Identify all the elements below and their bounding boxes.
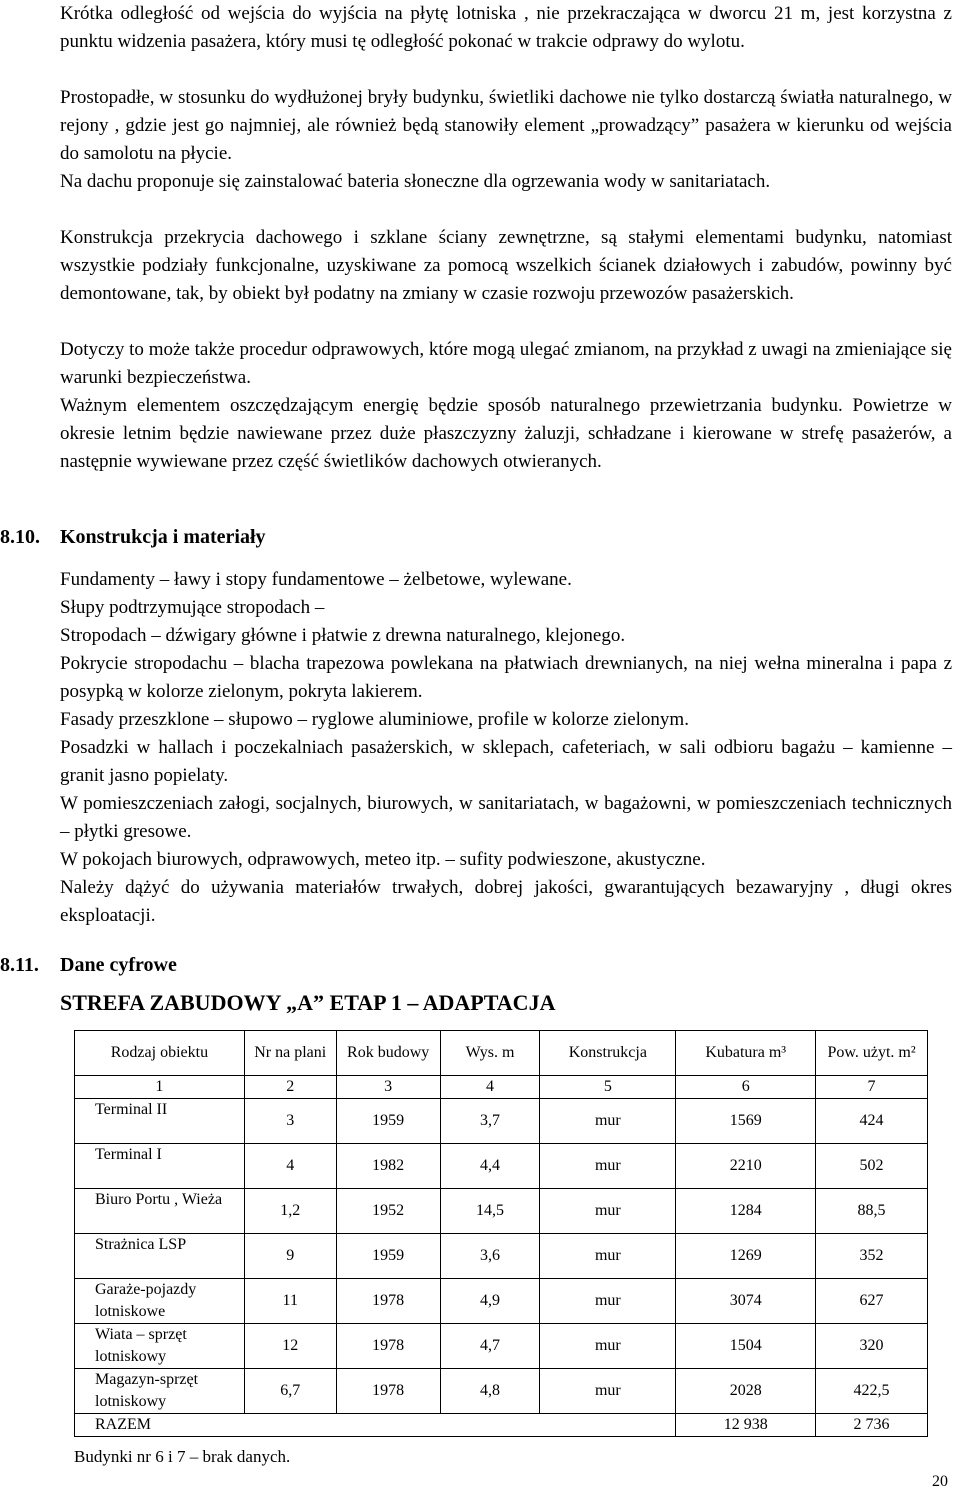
material-roof-structure: Stropodach – dźwigary główne i płatwie z drewna naturalnego, klejonego. — [60, 625, 626, 646]
table-row — [75, 1279, 928, 1324]
cell-area: 502 — [816, 1144, 928, 1189]
column-number: 4 — [440, 1076, 540, 1099]
cell-plan-number: 1,2 — [244, 1189, 336, 1234]
table-column-numbers — [75, 1076, 928, 1099]
cell-name: Garaże-pojazdy lotniskowe — [75, 1279, 245, 1324]
section-number: 8.10. — [0, 526, 40, 548]
material-durability: Należy dążyć do używania materiałów trwałych, dobrej jakości, gwarantujących bezawaryjny , długi okres eksploatacji. — [60, 877, 952, 926]
cell-plan-number: 11 — [244, 1279, 336, 1324]
cell-plan-number: 12 — [244, 1324, 336, 1369]
material-floors-staff: W pomieszczeniach załogi, socjalnych, biurowych, w sanitariatach, w bagażowni, w pomieszczeniach technicznych – płytki gresowe. — [60, 793, 952, 842]
column-number: 2 — [244, 1076, 336, 1099]
cell-height: 3,6 — [440, 1234, 540, 1279]
cell-volume: 2210 — [676, 1144, 816, 1189]
header-plan-number: Nr na plani — [244, 1031, 336, 1076]
cell-height: 4,9 — [440, 1279, 540, 1324]
material-foundations: Fundamenty – ławy i stopy fundamentowe – żelbetowe, wylewane. — [60, 569, 572, 590]
total-volume: 12 938 — [676, 1414, 816, 1437]
cell-height: 4,4 — [440, 1144, 540, 1189]
cell-volume: 3074 — [676, 1279, 816, 1324]
cell-volume: 1269 — [676, 1234, 816, 1279]
paragraph-distance: Krótka odległość od wejścia do wyjścia na płytę lotniska , nie przekraczająca w dworcu 21 m, jest korzystna z punktu widzenia pasażera, który musi tę odległość pokonać w trakcie odprawy do wylotu. — [60, 3, 952, 52]
header-construction: Konstrukcja — [540, 1031, 676, 1076]
cell-height: 4,8 — [440, 1369, 540, 1414]
cell-year: 1978 — [336, 1279, 440, 1324]
table-row — [75, 1099, 928, 1144]
paragraph-solar: Na dachu proponuje się zainstalować bateria słoneczne dla ogrzewania wody w sanitariatach. — [60, 171, 771, 192]
cell-name: Strażnica LSP — [75, 1234, 245, 1279]
cell-plan-number: 3 — [244, 1099, 336, 1144]
cell-area: 320 — [816, 1324, 928, 1369]
material-columns: Słupy podtrzymujące stropodach – — [60, 597, 325, 618]
cell-year: 1952 — [336, 1189, 440, 1234]
cell-year: 1959 — [336, 1234, 440, 1279]
cell-height: 14,5 — [440, 1189, 540, 1234]
column-number: 6 — [676, 1076, 816, 1099]
cell-year: 1959 — [336, 1099, 440, 1144]
paragraph-skylights: Prostopadłe, w stosunku do wydłużonej bryły budynku, świetliki dachowe nie tylko dostarczą światła naturalnego, w rejony , gdzie jest go najmniej, ale również będą stanowiły element „prowadzący” pasażera w kierunku od wejścia do samolotu na płycie. — [60, 87, 952, 164]
section-number: 8.11. — [0, 954, 39, 976]
table-row — [75, 1324, 928, 1369]
section-title: Dane cyfrowe — [60, 954, 177, 976]
cell-plan-number: 4 — [244, 1144, 336, 1189]
page-number: 20 — [932, 1473, 948, 1490]
cell-height: 3,7 — [440, 1099, 540, 1144]
table-header-row — [75, 1031, 928, 1076]
cell-area: 422,5 — [816, 1369, 928, 1414]
cell-year: 1982 — [336, 1144, 440, 1189]
table-row — [75, 1234, 928, 1279]
cell-year: 1978 — [336, 1369, 440, 1414]
cell-name: Biuro Portu , Wieża — [75, 1189, 245, 1234]
cell-construction: mur — [540, 1234, 676, 1279]
table-row — [75, 1189, 928, 1234]
material-ceilings: W pokojach biurowych, odprawowych, meteo itp. – sufity podwieszone, akustyczne. — [60, 849, 706, 870]
paragraph-construction: Konstrukcja przekrycia dachowego i szklane ściany zewnętrzne, są stałymi elementami budynku, natomiast wszystkie podziały funkcjonalne, uzyskiwane za pomocą wszelkich ścianek działowych i zabudów, powinny być demontowane, tak, by obiekt był podatny na zmiany w czasie rozwoju przewozów pasażerskich. — [60, 227, 952, 304]
paragraph-procedures: Dotyczy to może także procedur odprawowych, które mogą ulegać zmianom, na przykład z uwagi na zmieniające się warunki bezpieczeństwa. — [60, 339, 952, 388]
header-volume: Kubatura m³ — [676, 1031, 816, 1076]
column-number: 7 — [816, 1076, 928, 1099]
material-facades: Fasady przeszklone – słupowo – ryglowe aluminiowe, profile w kolorze zielonym. — [60, 709, 689, 730]
cell-construction: mur — [540, 1279, 676, 1324]
cell-area: 352 — [816, 1234, 928, 1279]
cell-construction: mur — [540, 1144, 676, 1189]
column-number: 3 — [336, 1076, 440, 1099]
table-total-row — [75, 1414, 928, 1437]
cell-year: 1978 — [336, 1324, 440, 1369]
header-year: Rok budowy — [336, 1031, 440, 1076]
cell-construction: mur — [540, 1189, 676, 1234]
cell-height: 4,7 — [440, 1324, 540, 1369]
header-type: Rodzaj obiektu — [75, 1031, 245, 1076]
cell-name: Magazyn-sprzęt lotniskowy — [75, 1369, 245, 1414]
cell-construction: mur — [540, 1324, 676, 1369]
cell-volume: 1504 — [676, 1324, 816, 1369]
header-height: Wys. m — [440, 1031, 540, 1076]
table-row — [75, 1144, 928, 1189]
total-area: 2 736 — [816, 1414, 928, 1437]
table-footnote: Budynki nr 6 i 7 – brak danych. — [74, 1447, 291, 1466]
cell-area: 627 — [816, 1279, 928, 1324]
cell-volume: 1284 — [676, 1189, 816, 1234]
buildings-table — [74, 1030, 928, 1437]
total-label: RAZEM — [75, 1414, 676, 1437]
paragraph-ventilation: Ważnym elementem oszczędzającym energię będzie sposób naturalnego przewietrzania budynku. Powietrze w okresie letnim będzie nawiewane przez duże płaszczyzny żaluzji, schładzane i kierowane w strefę pasażerów, a następnie wywiewane przez część świetlików dachowych otwieranych. — [60, 395, 952, 472]
cell-volume: 1569 — [676, 1099, 816, 1144]
column-number: 5 — [540, 1076, 676, 1099]
cell-name: Terminal II — [75, 1099, 245, 1144]
header-area: Pow. użyt. m² — [816, 1031, 928, 1076]
cell-name: Terminal I — [75, 1144, 245, 1189]
cell-plan-number: 9 — [244, 1234, 336, 1279]
cell-construction: mur — [540, 1099, 676, 1144]
material-roofing: Pokrycie stropodachu – blacha trapezowa powlekana na płatwiach drewnianych, na niej wełna mineralna i papa z posypką w kolorze zielonym, pokryta lakierem. — [60, 653, 952, 702]
section-title: Konstrukcja i materiały — [60, 526, 266, 548]
zone-title: STREFA ZABUDOWY „A” ETAP 1 – ADAPTACJA — [60, 990, 556, 1015]
cell-volume: 2028 — [676, 1369, 816, 1414]
material-floors-halls: Posadzki w hallach i poczekalniach pasażerskich, w sklepach, cafeteriach, w sali odbioru bagażu – kamienne – granit jasno popielaty. — [60, 737, 952, 786]
cell-plan-number: 6,7 — [244, 1369, 336, 1414]
cell-area: 88,5 — [816, 1189, 928, 1234]
cell-construction: mur — [540, 1369, 676, 1414]
cell-name: Wiata – sprzęt lotniskowy — [75, 1324, 245, 1369]
column-number: 1 — [75, 1076, 245, 1099]
cell-area: 424 — [816, 1099, 928, 1144]
table-row — [75, 1369, 928, 1414]
